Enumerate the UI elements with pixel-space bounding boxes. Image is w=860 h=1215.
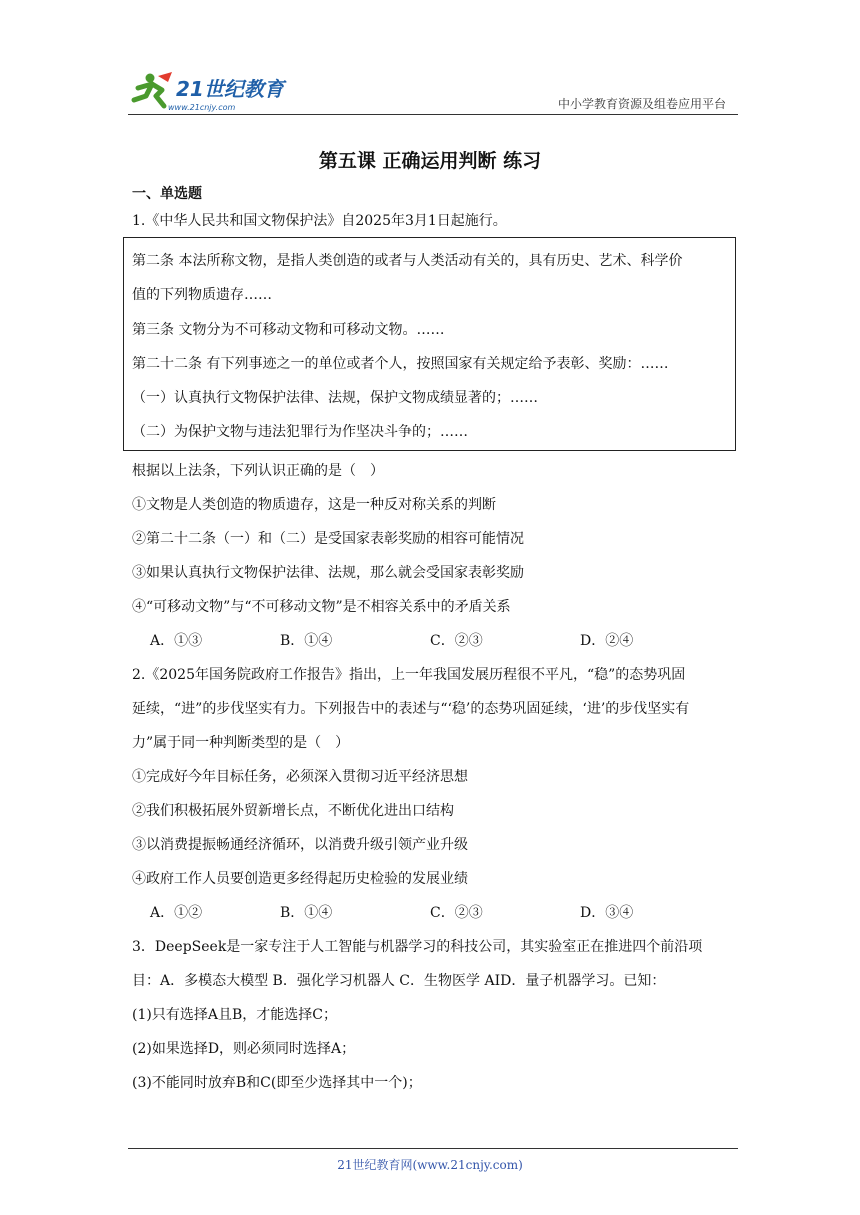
q1-law-box	[123, 237, 736, 451]
q1-option-b[interactable]: B．①④	[280, 633, 333, 649]
q2-item: ③以消费提振畅通经济循环，以消费升级引领产业升级	[132, 837, 468, 853]
q3-line: 目：A．多模态大模型 B．强化学习机器人 C．生物医学 AID．量子机器学习。已知：	[132, 973, 666, 989]
q2-stem-line: 力”属于同一种判断类型的是（ ）	[132, 735, 350, 751]
section-heading: 一、单选题	[132, 186, 202, 202]
q1-item: ②第二十二条（一）和（二）是受国家表彰奖励的相容可能情况	[132, 531, 524, 547]
header-rule	[128, 114, 738, 115]
box-line: 第二十二条 有下列事迹之一的单位或者个人，按照国家有关规定给予表彰、奖励：……	[132, 356, 669, 372]
box-line: （二）为保护文物与违法犯罪行为作坚决斗争的；……	[132, 424, 468, 440]
q1-item: ④“可移动文物”与“不可移动文物”是不相容关系中的矛盾关系	[132, 599, 511, 615]
platform-name: 中小学教育资源及组卷应用平台	[557, 97, 726, 111]
q2-option-d[interactable]: D．③④	[580, 905, 634, 921]
q2-stem-line: 延续，“进”的步伐坚实有力。下列报告中的表述与“‘稳’的态势巩固延续，‘进’的步伐坚实有	[132, 701, 690, 717]
box-line: 第二条 本法所称文物，是指人类创造的或者与人类活动有关的，具有历史、艺术、科学价	[132, 253, 683, 269]
q2-option-c[interactable]: C．②③	[430, 905, 483, 921]
q3-line: (2)如果选择D，则必须同时选择A；	[132, 1041, 356, 1057]
footer-rule	[128, 1148, 738, 1149]
q2-item: ②我们积极拓展外贸新增长点，不断优化进出口结构	[132, 803, 454, 819]
q3-line: (1)只有选择A且B，才能选择C；	[132, 1007, 337, 1023]
q2-option-b[interactable]: B．①④	[280, 905, 333, 921]
page-header	[128, 66, 738, 116]
q2-item: ④政府工作人员要创造更多经得起历史检验的发展业绩	[132, 871, 468, 887]
q2-option-a[interactable]: A．①②	[150, 905, 203, 921]
runner-icon	[134, 72, 172, 106]
q1-item: ③如果认真执行文物保护法律、法规，那么就会受国家表彰奖励	[132, 565, 524, 581]
q1-option-d[interactable]: D．②④	[580, 633, 634, 649]
box-line: （一）认真执行文物保护法律、法规，保护文物成绩显著的；……	[132, 390, 538, 406]
q1-question: 根据以上法条，下列认识正确的是（ ）	[132, 463, 384, 479]
footer-link[interactable]: 21世纪教育网(www.21cnjy.com)	[337, 1158, 523, 1172]
q2-item: ①完成好今年目标任务，必须深入贯彻习近平经济思想	[132, 769, 468, 785]
svg-text:21世纪教育: 21世纪教育	[176, 77, 284, 101]
page-title: 第五课 正确运用判断 练习	[318, 150, 542, 172]
q3-line: 3．DeepSeek是一家专注于人工智能与机器学习的科技公司，其实验室正在推进四个前沿项	[132, 939, 703, 955]
q1-item: ①文物是人类创造的物质遗存，这是一种反对称关系的判断	[132, 497, 496, 513]
svg-text:www.21cnjy.com: www.21cnjy.com	[168, 103, 236, 112]
box-line: 值的下列物质遗存……	[132, 287, 272, 303]
site-logo	[128, 66, 298, 116]
box-line: 第三条 文物分为不可移动文物和可移动文物。……	[132, 322, 445, 338]
q2-stem-line: 2.《2025年国务院政府工作报告》指出，上一年我国发展历程很不平凡，“稳”的态势巩固	[132, 667, 686, 683]
q1-option-a[interactable]: A．①③	[150, 633, 203, 649]
q1-option-c[interactable]: C．②③	[430, 633, 483, 649]
q1-stem: 1.《中华人民共和国文物保护法》自2025年3月1日起施行。	[132, 213, 507, 229]
q3-line: (3)不能同时放弃B和C(即至少选择其中一个)；	[132, 1075, 422, 1091]
